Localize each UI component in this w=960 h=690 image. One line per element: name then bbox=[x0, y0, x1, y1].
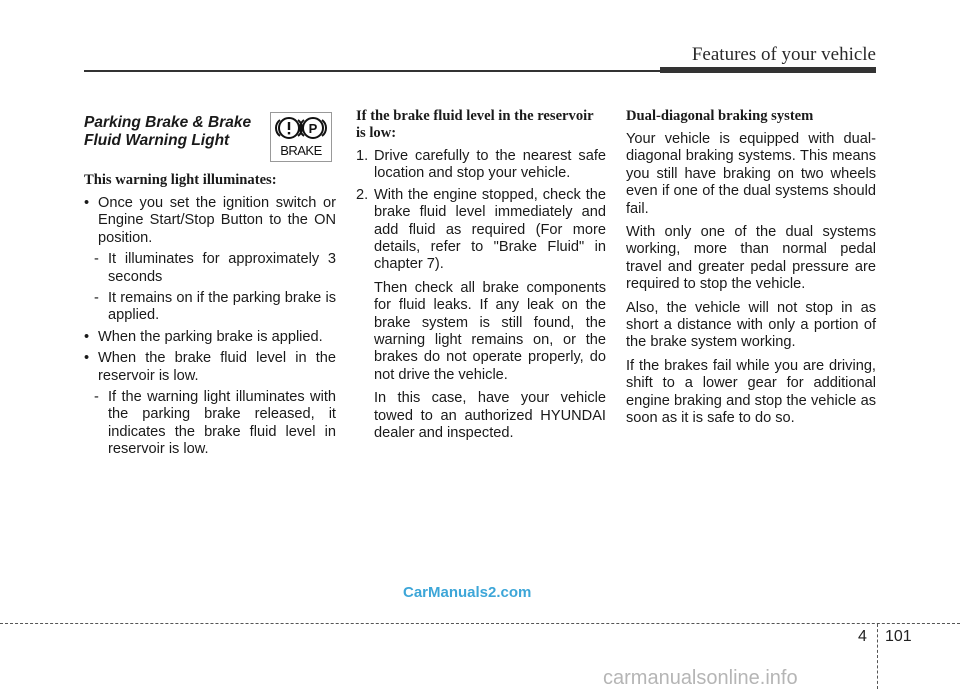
item-number: 2. bbox=[356, 186, 369, 203]
running-header-title: Features of your vehicle bbox=[691, 44, 876, 65]
bullet-mark: • bbox=[84, 350, 90, 367]
paragraph: Also, the vehicle will not stop in as short a distance with only a portion of the brake system working. bbox=[626, 299, 876, 351]
paragraph: In this case, have your vehicle towed to an authorized HYUNDAI dealer and inspected. bbox=[374, 390, 606, 442]
chapter-number: 4 bbox=[858, 628, 867, 645]
numbered-item bbox=[356, 187, 606, 274]
header-rule-accent bbox=[660, 67, 876, 73]
bullet-mark: • bbox=[84, 328, 90, 345]
numbered-item bbox=[356, 148, 606, 183]
footer-rule bbox=[0, 623, 960, 624]
column-right bbox=[626, 108, 876, 434]
paragraph: With only one of the dual systems working, more than normal pedal travel and greater pedal pressure are required to stop the vehicle. bbox=[626, 224, 876, 293]
list-item bbox=[84, 195, 336, 247]
item-number: 1. bbox=[356, 148, 369, 164]
section-heading: Parking Brake & Brake Fluid Warning Light bbox=[84, 114, 252, 149]
dual-diagonal-subhead: Dual-diagonal braking system bbox=[626, 108, 814, 124]
column-middle bbox=[356, 108, 606, 447]
footer-site-watermark: carmanualsonline.info bbox=[603, 667, 798, 689]
list-subitem bbox=[94, 251, 336, 286]
list-subitem bbox=[94, 389, 336, 459]
dash-mark: - bbox=[94, 251, 99, 268]
header-rule bbox=[84, 70, 660, 72]
bullet-mark: • bbox=[84, 195, 90, 211]
illuminates-subhead: This warning light illuminates: bbox=[84, 172, 277, 188]
list-subitem-text: It illuminates for approximately 3 seconds bbox=[108, 251, 336, 285]
column-left bbox=[84, 108, 336, 463]
paragraph: Then check all brake components for fluid leaks. If any leak on the brake system is still found, the warning light remains on, or the brakes do not operate properly, do not drive the vehicle. bbox=[374, 279, 606, 383]
watermark-link[interactable]: CarManuals2.com bbox=[403, 584, 532, 601]
brake-icon-label: BRAKE bbox=[280, 143, 322, 158]
svg-text:P: P bbox=[308, 121, 318, 136]
low-fluid-subhead: If the brake fluid level in the reservoir is low: bbox=[356, 108, 594, 141]
list-subitem bbox=[94, 290, 336, 325]
list-subitem-text: If the warning light illuminates with the parking brake released, it indicates the brake fluid level in reservoir is low. bbox=[108, 389, 336, 458]
dash-mark: - bbox=[94, 389, 99, 406]
numbered-item-text: Drive carefully to the nearest safe location and stop your vehicle. bbox=[374, 148, 606, 182]
paragraph: Your vehicle is equipped with dual-diagonal braking systems. This means you still have braking on two wheels even if one of the dual systems should fail. bbox=[626, 131, 876, 217]
list-item bbox=[84, 329, 336, 346]
paragraph: If the brakes fail while you are driving, shift to a lower gear for additional engine braking and stop the vehicle as soon as it is safe to do so. bbox=[626, 357, 876, 427]
list-item-text: When the parking brake is applied. bbox=[98, 328, 323, 345]
page-number: 101 bbox=[885, 628, 912, 645]
numbered-item-text: With the engine stopped, check the brake fluid level immediately and add fluid as required (For more details, refer to "Brake Fluid" in chapter 7). bbox=[374, 186, 606, 273]
list-item-text: Once you set the ignition switch or Engine Start/Stop Button to the ON position. bbox=[98, 195, 336, 246]
list-subitem-text: It remains on if the parking brake is applied. bbox=[108, 290, 336, 324]
list-item-text: When the brake fluid level in the reservoir is low. bbox=[98, 350, 336, 384]
dash-mark: - bbox=[94, 290, 99, 307]
footer-divider bbox=[877, 624, 878, 689]
list-item bbox=[84, 350, 336, 385]
